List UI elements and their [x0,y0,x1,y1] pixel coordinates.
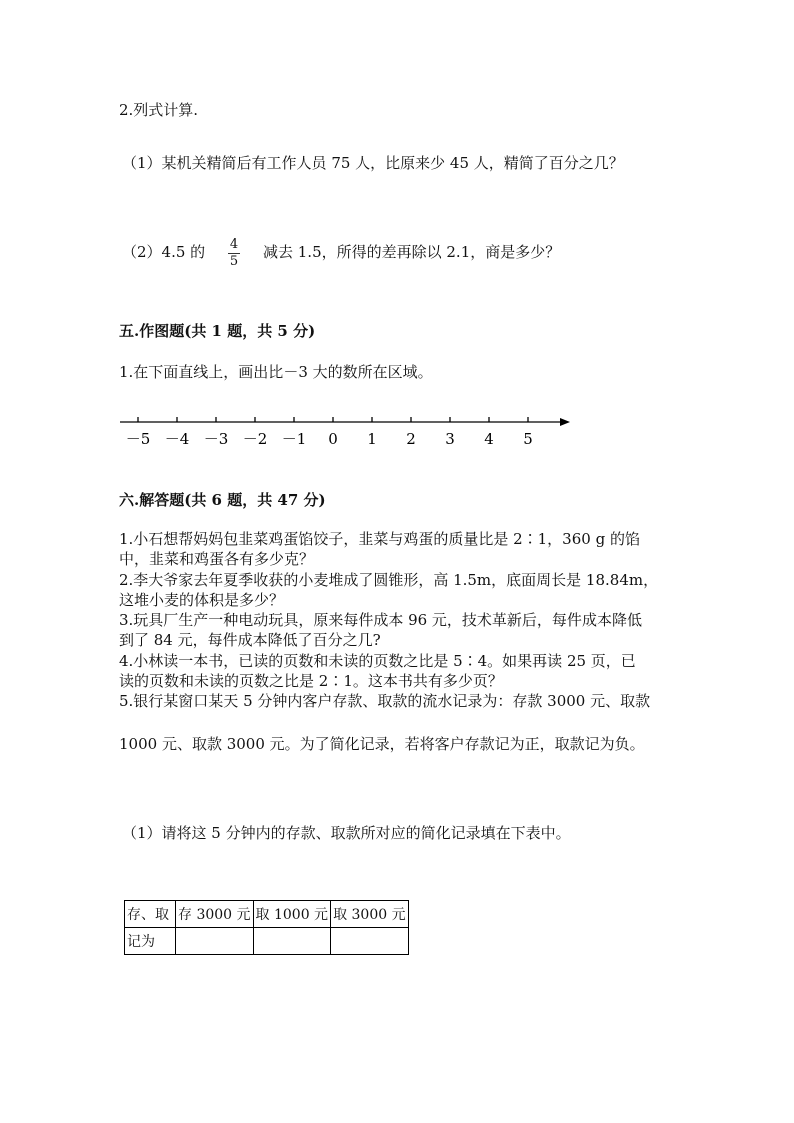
record-table [124,900,409,955]
solve-line: 4.小林读一本书，已读的页数和未读的页数之比是 5∶4。如果再读 25 页，已 [119,651,636,670]
solve-section-title: 六.解答题(共 6 题，共 47 分) [119,491,326,509]
table-cell-answer[interactable] [176,928,254,955]
solve-line: 到了 84 元，每件成本降低了百分之几? [119,631,381,650]
calc-question-2-prefix: （2）4.5 的 [122,243,206,261]
solve-questions [119,529,658,712]
number-line-tick-label: －3 [203,430,229,448]
solve-line: 中，韭菜和鸡蛋各有多少克？ [119,550,315,569]
solve-question-5-sub-1: （1）请将这 5 分钟内的存款、取款所对应的简化记录填在下表中。 [122,824,571,842]
table-cell-answer[interactable] [253,928,331,955]
fraction-numerator: 4 [229,237,239,252]
solve-line: 2.李大爷家去年夏季收获的小麦堆成了圆锥形，高 1.5m，底面周长是 18.84m， [119,570,659,589]
solve-line: 1.小石想帮妈妈包韭菜鸡蛋馅饺子，韭菜与鸡蛋的质量比是 2∶1，360 g 的馅 [119,530,640,548]
table-cell-answer[interactable] [331,928,409,955]
table-cell: 存 3000 元 [176,901,254,928]
number-line-tick-label: －1 [281,430,307,448]
number-line-tick-label: 3 [445,430,455,448]
table-cell: 取 1000 元 [253,901,331,928]
draw-section-title: 五.作图题(共 1 题，共 5 分) [119,322,316,340]
table-cell: 取 3000 元 [331,901,409,928]
number-line-tick-label: －4 [164,430,190,448]
draw-question-1: 1.在下面直线上，画出比－3 大的数所在区域。 [119,363,433,381]
solve-line: 5.银行某窗口某天 5 分钟内客户存款、取款的流水记录为：存款 3000 元、取款 [119,692,651,711]
table-row [125,928,409,955]
number-line-tick-label: 4 [484,430,494,448]
solve-line: 3.玩具厂生产一种电动玩具，原来每件成本 96 元，技术革新后，每件成本降低 [119,611,642,630]
number-line-tick-label: 2 [406,430,416,448]
calc-question-2-suffix: 减去 1.5，所得的差再除以 2.1，商是多少？ [263,243,561,261]
fraction [226,237,242,270]
number-line-tick-label: －5 [125,430,151,448]
number-line [118,410,578,456]
number-line-tick-label: 5 [523,430,533,448]
number-line-arrow [560,418,570,426]
table-row [125,901,409,928]
solve-line: 这堆小麦的体积是多少？ [119,590,285,609]
solve-question-5-continued: 1000 元、取款 3000 元。为了简化记录，若将客户存款记为正，取款记为负。 [119,735,645,753]
calc-question-1: （1）某机关精简后有工作人员 75 人，比原来少 45 人，精简了百分之几？ [122,154,624,172]
number-line-tick-label: 1 [367,430,377,448]
calc-heading: 2.列式计算. [119,101,199,119]
number-line-tick-label: 0 [328,430,338,448]
table-cell: 存、取 [125,901,176,928]
fraction-denominator: 5 [229,254,239,269]
solve-line: 读的页数和未读的页数之比是 2∶1。这本书共有多少页？ [119,672,503,691]
number-line-tick-label: －2 [242,430,268,448]
table-cell: 记为 [125,928,176,955]
